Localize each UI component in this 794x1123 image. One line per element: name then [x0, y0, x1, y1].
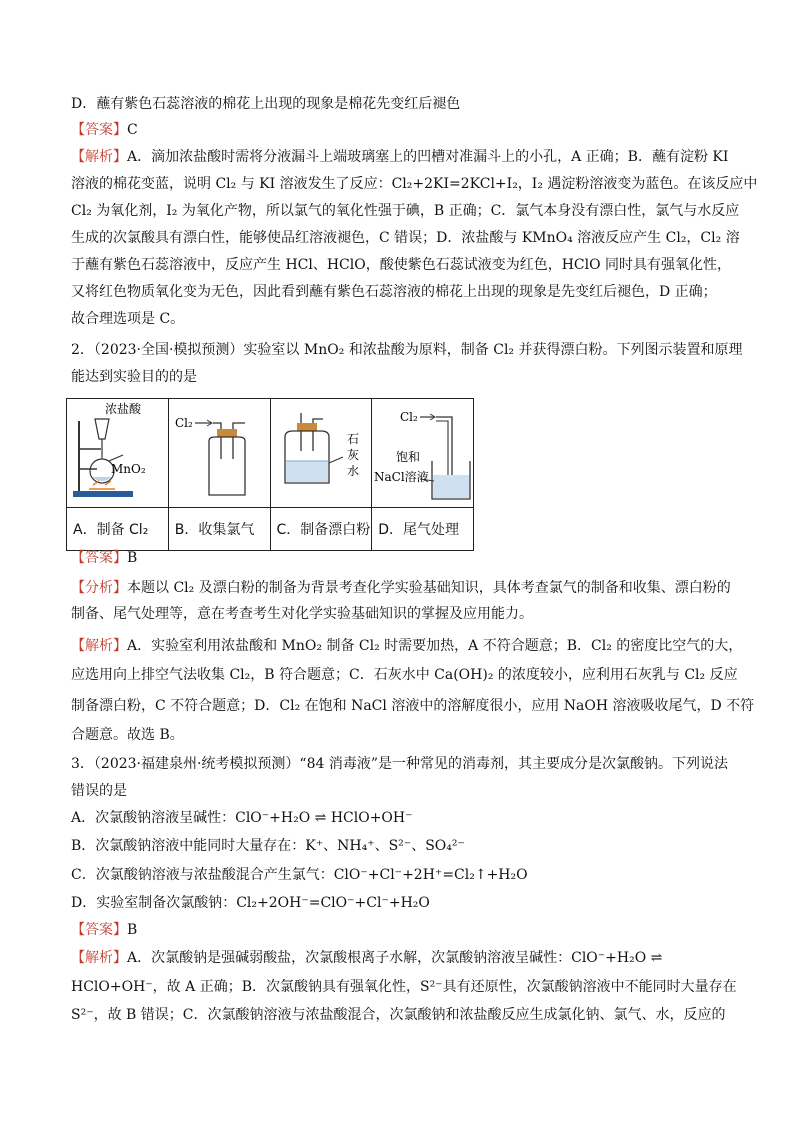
q2-stem-line-1: 2．（2023·全国·模拟预测）实验室以 MnO₂ 和浓盐酸为原料，制备 Cl₂ 并获得漂白粉。下列图示装置和原理 [71, 342, 743, 358]
caption-a: A．制备 Cl₂ [67, 508, 169, 551]
q3-analysis-line-1 [71, 948, 662, 968]
cl2-label-d: Cl₂ [400, 410, 419, 424]
sat-label-2: NaCl溶液 [374, 470, 429, 484]
q2-answer-row [71, 548, 137, 568]
lime-label-3: 水 [346, 464, 359, 478]
q2-analysis-line-1 [71, 636, 742, 656]
fenxi-text: 本题以 Cl₂ 及漂白粉的制备为背景考查化学实验基础知识，具体考查氯气的制备和收集、漂白粉的 [127, 580, 731, 596]
apparatus-a [67, 399, 169, 508]
q2-stem-line-2: 能达到实验目的的是 [71, 369, 197, 385]
q2-fenxi-line-2: 制备、尾气处理等，意在考查考生对化学实验基础知识的掌握及应用能力。 [71, 606, 533, 622]
caption-d: D．尾气处理 [372, 508, 474, 551]
q3-option-d: D．实验室制备次氯酸钠：Cl₂+2OH⁻=ClO⁻+Cl⁻+H₂O [71, 895, 430, 911]
answer-value: B [127, 550, 138, 566]
lime-label-1: 石 [346, 432, 359, 446]
q2-fenxi-line-1 [71, 578, 731, 598]
q2-analysis-line-4: 合题意。故选 B。 [71, 727, 184, 743]
q3-option-c: C．次氯酸钠溶液与浓盐酸混合产生氯气：ClO⁻+Cl⁻+2H⁺=Cl₂↑+H₂O [71, 867, 528, 883]
caption-c: C．制备漂白粉 [270, 508, 372, 551]
q1-analysis-line-3: Cl₂ 为氧化剂，I₂ 为氧化产物，所以氯气的氧化性强于碘，B 正确；C．氯气本身没有漂白性，氯气与水反应 [71, 203, 740, 219]
answer-value: C [127, 122, 138, 138]
apparatus-table [66, 398, 474, 551]
q1-analysis-line-7: 故合理选项是 C。 [71, 311, 185, 327]
q3-answer-row [71, 920, 137, 940]
apparatus-d [372, 399, 474, 508]
q1-option-d: D．蘸有紫色石蕊溶液的棉花上出现的现象是棉花先变红后褪色 [71, 96, 461, 112]
q1-analysis-line-6: 又将红色物质氧化变为无色，因此看到蘸有紫色石蕊溶液的棉花上出现的现象是先变红后褪色，D 正确； [71, 284, 717, 300]
gas-bottle-figure [169, 399, 269, 503]
conc-hcl-label: 浓盐酸 [105, 402, 142, 416]
q3-stem-line-2: 错误的是 [71, 783, 127, 799]
analysis-tag: 【解析】 [71, 950, 127, 966]
lime-water-bottle-figure [271, 399, 381, 503]
fenxi-tag: 【分析】 [71, 580, 127, 596]
flask-apparatus-figure [67, 399, 153, 503]
answer-tag: 【答案】 [71, 122, 127, 138]
q3-option-a: A．次氯酸钠溶液呈碱性：ClO⁻+H₂O ⇌ HClO+OH⁻ [71, 810, 413, 826]
analysis-tag: 【解析】 [71, 638, 127, 654]
q2-analysis-line-2: 应选用向上排空气法收集 Cl₂，B 符合题意；C．石灰水中 Ca(OH)₂ 的浓度较小，应利用石灰乳与 Cl₂ 反应 [71, 667, 738, 683]
q1-analysis-line-4: 生成的次氯酸具有漂白性，能够使品红溶液褪色，C 错误；D．浓盐酸与 KMnO₄ 溶液反应产生 Cl₂，Cl₂ 溶 [71, 230, 740, 246]
sat-label-1: 饱和 [396, 450, 421, 464]
q3-stem-line-1: 3．（2023·福建泉州·统考模拟预测）“84 消毒液”是一种常见的消毒剂，其主要成分是次氯酸钠。下列说法 [71, 756, 729, 772]
apparatus-c [270, 399, 372, 508]
q1-answer-row [71, 120, 138, 140]
analysis-text: A．滴加浓盐酸时需将分液漏斗上端玻璃塞上的凹槽对准漏斗上的小孔，A 正确；B．蘸有淀粉 KI [127, 149, 729, 165]
q1-analysis-line-2: 溶液的棉花变蓝，说明 Cl₂ 与 KI 溶液发生了反应：Cl₂+2KI=2KCl+I₂，I₂ 遇淀粉溶液变为蓝色。在该反应中 [71, 176, 758, 192]
answer-value: B [127, 922, 138, 938]
lime-label-2: 灰 [346, 448, 359, 462]
analysis-text: A．次氯酸钠是强碱弱酸盐，次氯酸根离子水解，次氯酸钠溶液呈碱性：ClO⁻+H₂O ⇌ [127, 950, 663, 966]
analysis-tag: 【解析】 [71, 149, 127, 165]
q2-analysis-line-3: 制备漂白粉，C 不符合题意；D．Cl₂ 在饱和 NaCl 溶液中的溶解度很小，应用 NaOH 溶液吸收尾气，D 不符 [71, 698, 755, 714]
q3-analysis-line-3: S²⁻，故 B 错误；C．次氯酸钠溶液与浓盐酸混合，次氯酸钠和浓盐酸反应生成氯化钠、氯气、水，反应的 [71, 1007, 726, 1023]
answer-tag: 【答案】 [71, 922, 127, 938]
q3-analysis-line-2: HClO+OH⁻，故 A 正确；B．次氯酸钠具有强氧化性，S²⁻具有还原性，次氯酸钠溶液中不能同时大量存在 [71, 979, 737, 995]
tail-gas-beaker-figure [372, 399, 482, 503]
q1-analysis-line-1 [71, 147, 728, 167]
caption-b: B．收集氯气 [168, 508, 270, 551]
answer-tag: 【答案】 [71, 550, 127, 566]
q1-analysis-line-5: 于蘸有紫色石蕊溶液中，反应产生 HCl、HClO，酸使紫色石蕊试液变为红色，HClO 同时具有强氧化性， [71, 257, 732, 273]
q3-option-b: B．次氯酸钠溶液中能同时大量存在：K⁺、NH₄⁺、S²⁻、SO₄²⁻ [71, 838, 465, 854]
mno2-label: MnO₂ [111, 462, 146, 476]
analysis-text: A．实验室利用浓盐酸和 MnO₂ 制备 Cl₂ 时需要加热，A 不符合题意；B．Cl₂ 的密度比空气的大， [127, 638, 743, 654]
cl2-label-b: Cl₂ [174, 416, 193, 430]
apparatus-b [168, 399, 270, 508]
